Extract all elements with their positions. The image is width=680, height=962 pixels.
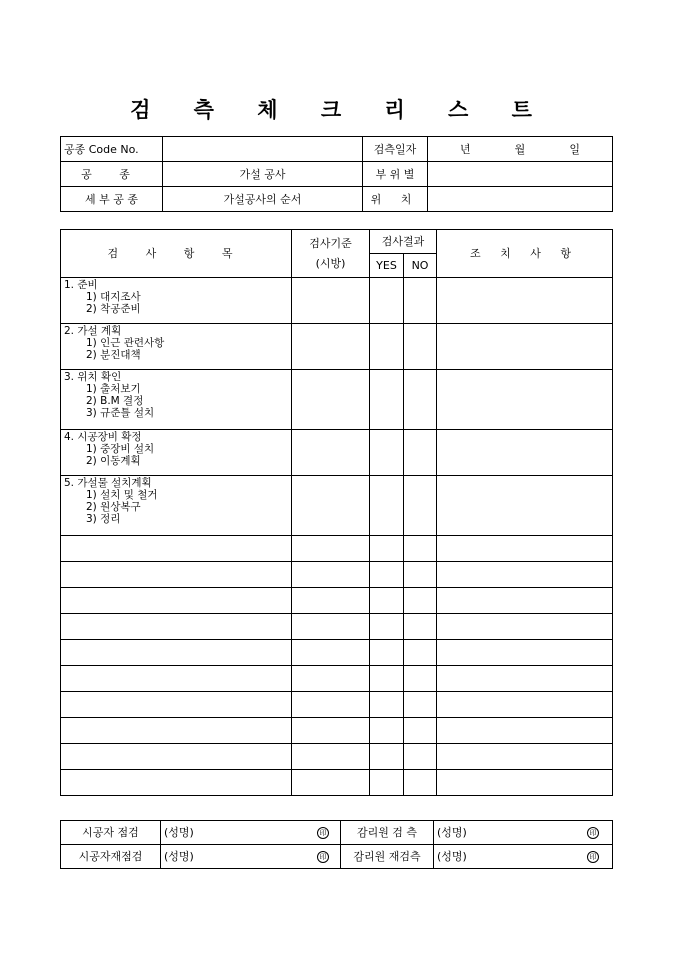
empty-row [61, 666, 613, 692]
col-result-header: 검사결과 [370, 230, 437, 254]
col-standard-label: 검사기준 [309, 236, 352, 250]
date-label: 검측일자 [363, 137, 428, 162]
info-table [60, 136, 613, 212]
action-cell[interactable] [437, 588, 613, 614]
checklist-row [61, 430, 613, 476]
empty-row [61, 536, 613, 562]
code-label: 공종 Code No. [61, 137, 163, 162]
standard-cell[interactable] [292, 278, 370, 324]
section-sub: 1) 대지조사 [86, 291, 141, 303]
no-cell[interactable] [404, 370, 437, 430]
standard-cell[interactable] [292, 588, 370, 614]
action-cell[interactable] [437, 536, 613, 562]
empty-row [61, 692, 613, 718]
standard-cell[interactable] [292, 770, 370, 796]
action-cell[interactable] [437, 744, 613, 770]
section-sub: 2) 분진대책 [86, 349, 141, 361]
yes-cell[interactable] [370, 692, 404, 718]
action-cell[interactable] [437, 718, 613, 744]
item-cell[interactable] [61, 562, 292, 588]
no-cell[interactable] [404, 718, 437, 744]
no-cell[interactable] [404, 536, 437, 562]
no-cell[interactable] [404, 666, 437, 692]
name-placeholder: (성명) [164, 850, 194, 863]
trade-value[interactable]: 가설 공사 [163, 162, 363, 187]
trade-label: 공 종 [61, 162, 163, 187]
no-cell[interactable] [404, 430, 437, 476]
yes-cell[interactable] [370, 614, 404, 640]
empty-row [61, 588, 613, 614]
section-sub: 1) 설치 및 철거 [86, 489, 158, 501]
seal-icon: 印 [317, 827, 329, 839]
standard-cell[interactable] [292, 324, 370, 370]
item-cell[interactable] [61, 744, 292, 770]
yes-cell[interactable] [370, 324, 404, 370]
checklist-table [60, 229, 613, 796]
item-cell[interactable] [61, 536, 292, 562]
seal-icon: 印 [587, 851, 599, 863]
seal-icon: 印 [317, 851, 329, 863]
yes-cell[interactable] [370, 430, 404, 476]
col-yes-header: YES [370, 254, 404, 278]
action-cell[interactable] [437, 770, 613, 796]
supervisor-reinspect-sign[interactable] [434, 845, 613, 869]
section-item [61, 430, 292, 476]
action-cell[interactable] [437, 614, 613, 640]
no-cell[interactable] [404, 770, 437, 796]
section-item [61, 476, 292, 536]
item-cell[interactable] [61, 614, 292, 640]
section-sub: 3) 규준틀 설치 [86, 407, 155, 419]
section-title: 2. 가설 계획 [64, 325, 122, 337]
standard-cell[interactable] [292, 430, 370, 476]
action-cell[interactable] [437, 430, 613, 476]
supervisor-inspect-label: 감리원 검 측 [341, 821, 434, 845]
action-cell[interactable] [437, 640, 613, 666]
name-placeholder: (성명) [164, 826, 194, 839]
section-sub: 3) 정리 [86, 513, 121, 525]
signature-table [60, 820, 613, 869]
yes-cell[interactable] [370, 666, 404, 692]
no-cell[interactable] [404, 588, 437, 614]
contractor-inspect-label: 시공자 점검 [61, 821, 161, 845]
checklist-row [61, 370, 613, 430]
name-placeholder: (성명) [437, 826, 467, 839]
empty-row [61, 744, 613, 770]
section-sub: 1) 출처보기 [86, 383, 141, 395]
subtrade-label: 세 부 공 종 [61, 187, 163, 212]
col-standard-header [292, 230, 370, 278]
empty-row [61, 770, 613, 796]
standard-cell[interactable] [292, 718, 370, 744]
section-item [61, 370, 292, 430]
standard-cell[interactable] [292, 476, 370, 536]
standard-cell[interactable] [292, 666, 370, 692]
contractor-reinspect-label: 시공자재점검 [61, 845, 161, 869]
section-title: 3. 위치 확인 [64, 371, 122, 383]
no-cell[interactable] [404, 324, 437, 370]
item-cell[interactable] [61, 666, 292, 692]
name-placeholder: (성명) [437, 850, 467, 863]
contractor-inspect-sign[interactable] [161, 821, 341, 845]
no-cell[interactable] [404, 614, 437, 640]
checklist-row [61, 324, 613, 370]
standard-cell[interactable] [292, 536, 370, 562]
standard-cell[interactable] [292, 614, 370, 640]
yes-cell[interactable] [370, 476, 404, 536]
action-cell[interactable] [437, 324, 613, 370]
section-sub: 1) 중장비 설치 [86, 443, 155, 455]
no-cell[interactable] [404, 640, 437, 666]
item-cell[interactable] [61, 640, 292, 666]
action-cell[interactable] [437, 476, 613, 536]
checklist-row [61, 476, 613, 536]
location-label: 위 치 [363, 187, 428, 212]
yes-cell[interactable] [370, 718, 404, 744]
standard-cell[interactable] [292, 370, 370, 430]
item-cell[interactable] [61, 588, 292, 614]
yes-cell[interactable] [370, 370, 404, 430]
date-field[interactable] [428, 137, 613, 162]
subtrade-value[interactable]: 가설공사의 순서 [163, 187, 363, 212]
empty-row [61, 562, 613, 588]
action-cell[interactable] [437, 666, 613, 692]
action-cell[interactable] [437, 692, 613, 718]
location-value[interactable] [428, 187, 613, 212]
contractor-reinspect-sign[interactable] [161, 845, 341, 869]
action-cell[interactable] [437, 278, 613, 324]
standard-cell[interactable] [292, 692, 370, 718]
part-value[interactable] [428, 162, 613, 187]
supervisor-inspect-sign[interactable] [434, 821, 613, 845]
yes-cell[interactable] [370, 588, 404, 614]
section-title: 5. 가설물 설치계획 [64, 477, 152, 489]
section-sub: 2) 원상복구 [86, 501, 141, 513]
col-standard-sub: (시방) [315, 256, 346, 270]
part-label: 부 위 별 [363, 162, 428, 187]
supervisor-reinspect-label: 감리원 재검측 [341, 845, 434, 869]
date-day: 일 [569, 142, 580, 156]
action-cell[interactable] [437, 562, 613, 588]
yes-cell[interactable] [370, 744, 404, 770]
col-no-header: NO [404, 254, 437, 278]
section-item [61, 324, 292, 370]
checklist-row [61, 278, 613, 324]
section-sub: 1) 인근 관련사항 [86, 337, 165, 349]
date-month: 월 [514, 142, 526, 156]
empty-row [61, 640, 613, 666]
action-cell[interactable] [437, 370, 613, 430]
item-cell[interactable] [61, 718, 292, 744]
yes-cell[interactable] [370, 278, 404, 324]
section-sub: 2) 착공준비 [86, 303, 141, 315]
yes-cell[interactable] [370, 536, 404, 562]
standard-cell[interactable] [292, 562, 370, 588]
yes-cell[interactable] [370, 640, 404, 666]
item-cell[interactable] [61, 692, 292, 718]
date-year: 년 [460, 142, 471, 156]
section-title: 4. 시공장비 확정 [64, 431, 142, 443]
col-item-header: 검 사 항 목 [61, 230, 292, 278]
yes-cell[interactable] [370, 770, 404, 796]
no-cell[interactable] [404, 278, 437, 324]
section-title: 1. 준비 [64, 279, 98, 291]
page-title: 검 측 체 크 리 스 트 [130, 97, 550, 122]
seal-icon: 印 [587, 827, 599, 839]
col-action-header: 조 치 사 항 [437, 230, 613, 278]
no-cell[interactable] [404, 562, 437, 588]
empty-row [61, 614, 613, 640]
section-sub: 2) B.M 결정 [86, 395, 144, 407]
no-cell[interactable] [404, 476, 437, 536]
no-cell[interactable] [404, 692, 437, 718]
empty-row [61, 718, 613, 744]
standard-cell[interactable] [292, 640, 370, 666]
section-item [61, 278, 292, 324]
section-sub: 2) 이동계획 [86, 455, 141, 467]
code-value[interactable] [163, 137, 363, 162]
yes-cell[interactable] [370, 562, 404, 588]
no-cell[interactable] [404, 744, 437, 770]
standard-cell[interactable] [292, 744, 370, 770]
item-cell[interactable] [61, 770, 292, 796]
